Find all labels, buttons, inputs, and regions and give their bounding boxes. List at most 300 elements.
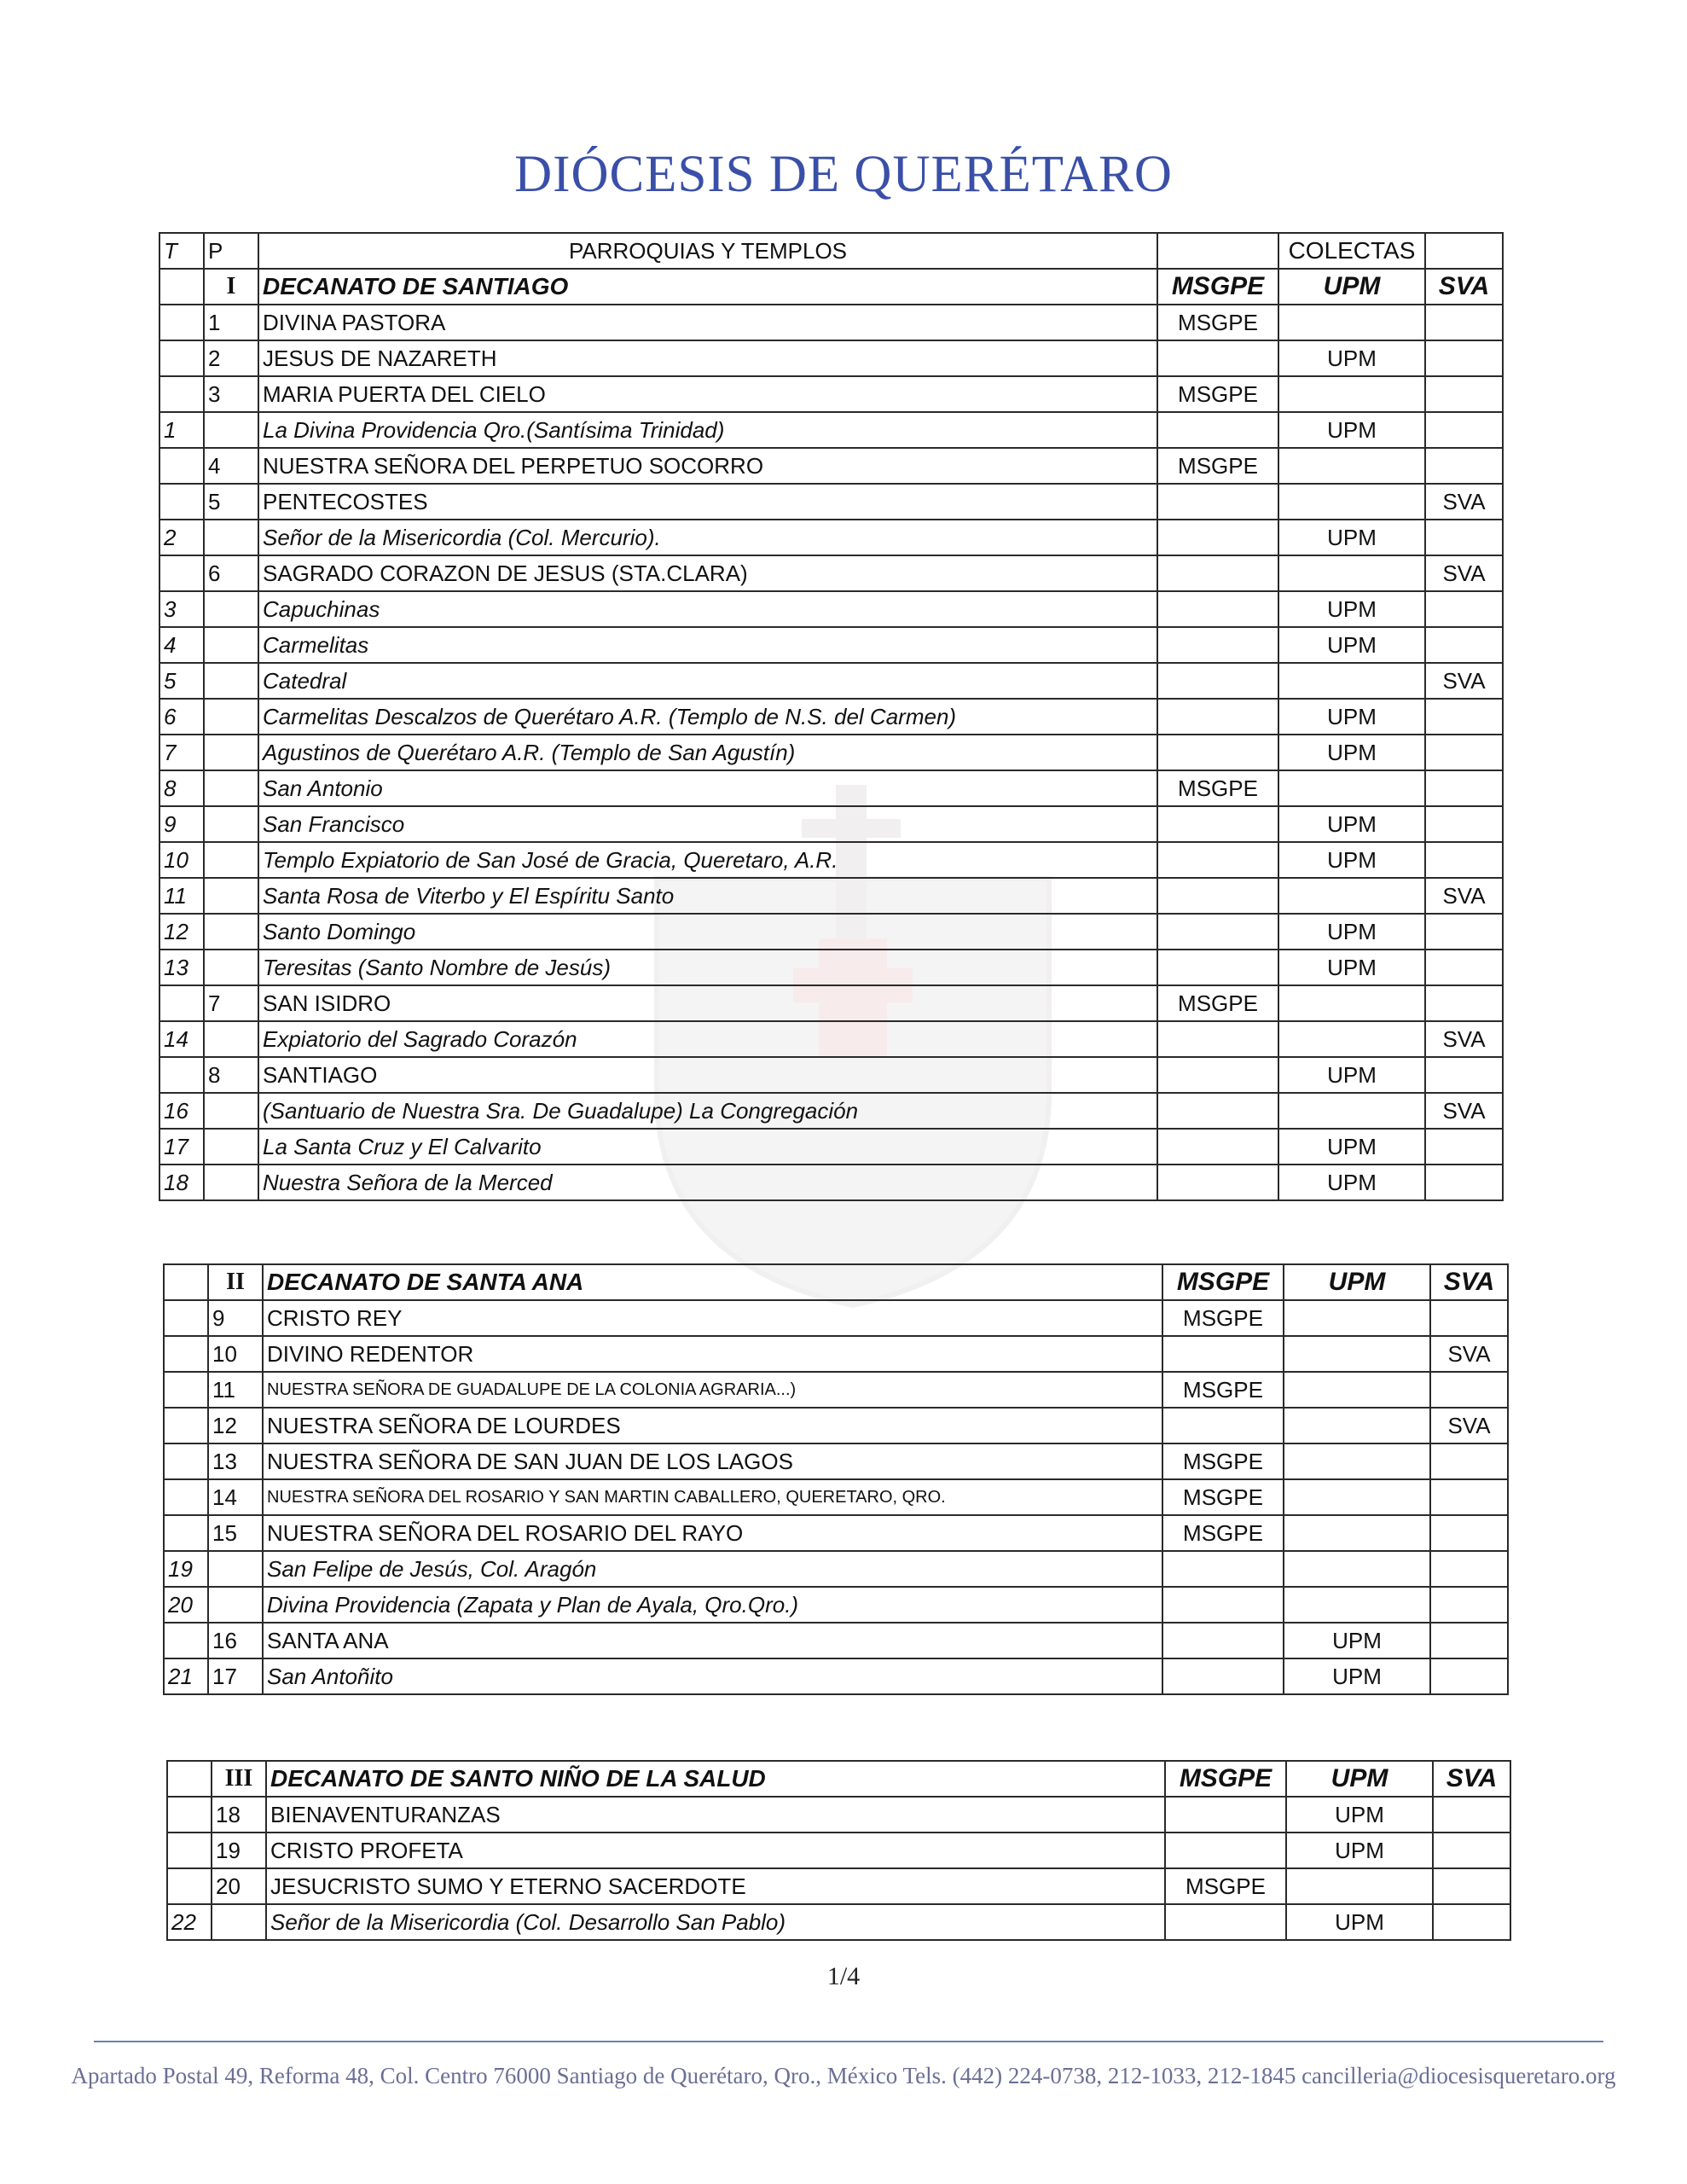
parish-number: 17 <box>208 1658 263 1694</box>
church-name: San Antonio <box>258 770 1157 806</box>
sva-cell <box>1433 1868 1510 1904</box>
sva-cell: SVA <box>1425 555 1503 591</box>
msgpe-cell <box>1165 1797 1286 1833</box>
temple-number: 1 <box>159 412 204 448</box>
table-row <box>164 1336 1508 1372</box>
msgpe-cell <box>1157 520 1278 555</box>
sva-cell <box>1425 985 1503 1021</box>
table-row <box>159 699 1503 735</box>
footer-address: Apartado Postal 49, Reforma 48, Col. Centro 76000 Santiago de Querétaro, Qro., México Tels. (442) 224-0738, 212-1033, 212-1845 cancilleria@diocesisqueretaro.org <box>71 2063 1616 2088</box>
msgpe-cell <box>1162 1623 1284 1658</box>
parish-number <box>204 950 258 985</box>
header-colectas: COLECTAS <box>1278 233 1425 269</box>
upm-cell: UPM <box>1278 627 1425 663</box>
sva-cell <box>1425 1129 1503 1165</box>
temple-number: 12 <box>159 914 204 950</box>
table-row <box>159 591 1503 627</box>
deanery-table-santiago <box>159 232 1504 1201</box>
church-name: Divina Providencia (Zapata y Plan de Ayala, Qro.Qro.) <box>263 1587 1162 1623</box>
church-name: Agustinos de Querétaro A.R. (Templo de San Agustín) <box>258 735 1157 770</box>
upm-cell <box>1286 1868 1433 1904</box>
msgpe-cell <box>1157 878 1278 914</box>
parish-number <box>204 914 258 950</box>
temple-number <box>167 1833 212 1868</box>
upm-cell: UPM <box>1278 591 1425 627</box>
table-row <box>159 520 1503 555</box>
sva-cell <box>1425 305 1503 340</box>
temple-number <box>167 1797 212 1833</box>
upm-cell: UPM <box>1284 1623 1430 1658</box>
temple-number <box>164 1515 208 1551</box>
church-name: San Antoñito <box>263 1658 1162 1694</box>
upm-cell <box>1278 663 1425 699</box>
church-name: BIENAVENTURANZAS <box>266 1797 1165 1833</box>
upm-cell <box>1284 1515 1430 1551</box>
temple-number <box>159 448 204 484</box>
parish-number: 11 <box>208 1372 263 1408</box>
parish-number: 9 <box>208 1300 263 1336</box>
parish-number: 2 <box>204 340 258 376</box>
msgpe-cell: MSGPE <box>1157 448 1278 484</box>
collect-col-msgpe: MSGPE <box>1162 1264 1284 1300</box>
parish-number: 15 <box>208 1515 263 1551</box>
sva-cell <box>1430 1479 1508 1515</box>
parish-number <box>204 806 258 842</box>
temple-number: 13 <box>159 950 204 985</box>
table-row <box>164 1623 1508 1658</box>
msgpe-cell <box>1162 1408 1284 1443</box>
msgpe-cell <box>1157 1021 1278 1057</box>
header-parroquias: PARROQUIAS Y TEMPLOS <box>258 233 1157 269</box>
upm-cell: UPM <box>1278 1165 1425 1200</box>
upm-cell <box>1284 1372 1430 1408</box>
deanery-t-blank <box>164 1264 208 1300</box>
table-row <box>159 735 1503 770</box>
church-name: NUESTRA SEÑORA DE LOURDES <box>263 1408 1162 1443</box>
temple-number: 17 <box>159 1129 204 1165</box>
sva-cell <box>1425 340 1503 376</box>
sva-cell: SVA <box>1425 1093 1503 1129</box>
deanery-numeral: II <box>208 1264 263 1300</box>
parish-number <box>204 591 258 627</box>
sva-cell <box>1425 770 1503 806</box>
msgpe-cell: MSGPE <box>1162 1300 1284 1336</box>
church-name: Capuchinas <box>258 591 1157 627</box>
sva-cell <box>1425 950 1503 985</box>
church-name: DIVINO REDENTOR <box>263 1336 1162 1372</box>
parish-number <box>204 412 258 448</box>
upm-cell: UPM <box>1284 1658 1430 1694</box>
upm-cell: UPM <box>1278 1129 1425 1165</box>
temple-number <box>159 340 204 376</box>
church-name: NUESTRA SEÑORA DE SAN JUAN DE LOS LAGOS <box>263 1443 1162 1479</box>
footer-divider <box>94 2041 1603 2042</box>
msgpe-cell: MSGPE <box>1157 770 1278 806</box>
temple-number <box>164 1408 208 1443</box>
table-row <box>159 484 1503 520</box>
upm-cell: UPM <box>1278 806 1425 842</box>
parish-number <box>204 699 258 735</box>
parish-number: 16 <box>208 1623 263 1658</box>
church-name: Señor de la Misericordia (Col. Desarrollo San Pablo) <box>266 1904 1165 1940</box>
sva-cell <box>1425 520 1503 555</box>
deanery-numeral: I <box>204 269 258 305</box>
church-name: CRISTO PROFETA <box>266 1833 1165 1868</box>
table-row <box>159 627 1503 663</box>
deanery-header-row <box>164 1264 1508 1300</box>
msgpe-cell: MSGPE <box>1157 376 1278 412</box>
table-row <box>167 1904 1510 1940</box>
parish-number: 5 <box>204 484 258 520</box>
collect-col-msgpe: MSGPE <box>1157 269 1278 305</box>
church-name: NUESTRA SEÑORA DE GUADALUPE DE LA COLONIA AGRARIA...) <box>263 1372 1162 1408</box>
temple-number: 10 <box>159 842 204 878</box>
parish-number: 8 <box>204 1057 258 1093</box>
sva-cell: SVA <box>1430 1408 1508 1443</box>
deanery-name: DECANATO DE SANTO NIÑO DE LA SALUD <box>266 1761 1165 1797</box>
sva-cell <box>1430 1300 1508 1336</box>
parish-number <box>204 627 258 663</box>
upm-cell <box>1278 1093 1425 1129</box>
table-row <box>159 1021 1503 1057</box>
sva-cell <box>1425 842 1503 878</box>
msgpe-cell <box>1157 842 1278 878</box>
temple-number <box>164 1443 208 1479</box>
msgpe-cell <box>1157 1129 1278 1165</box>
parish-number <box>208 1551 263 1587</box>
church-name: Teresitas (Santo Nombre de Jesús) <box>258 950 1157 985</box>
msgpe-cell <box>1157 484 1278 520</box>
msgpe-cell <box>1165 1833 1286 1868</box>
table-row <box>159 878 1503 914</box>
parish-number: 20 <box>212 1868 266 1904</box>
msgpe-cell: MSGPE <box>1157 305 1278 340</box>
collect-col-msgpe: MSGPE <box>1165 1761 1286 1797</box>
church-name: Santa Rosa de Viterbo y El Espíritu Santo <box>258 878 1157 914</box>
sva-cell: SVA <box>1430 1336 1508 1372</box>
parish-number: 18 <box>212 1797 266 1833</box>
temple-number <box>159 1057 204 1093</box>
table-row <box>159 1129 1503 1165</box>
table-row <box>164 1443 1508 1479</box>
collect-col-sva: SVA <box>1425 269 1503 305</box>
upm-cell: UPM <box>1278 914 1425 950</box>
table-row <box>164 1515 1508 1551</box>
temple-number <box>164 1300 208 1336</box>
sva-cell <box>1430 1623 1508 1658</box>
msgpe-cell <box>1157 340 1278 376</box>
upm-cell <box>1284 1479 1430 1515</box>
parish-number <box>204 1093 258 1129</box>
msgpe-cell: MSGPE <box>1162 1479 1284 1515</box>
church-name: CRISTO REY <box>263 1300 1162 1336</box>
table-row <box>159 1093 1503 1129</box>
table-row <box>159 376 1503 412</box>
parish-number <box>204 1129 258 1165</box>
sva-cell <box>1430 1551 1508 1587</box>
upm-cell <box>1284 1551 1430 1587</box>
parish-number: 12 <box>208 1408 263 1443</box>
church-name: SANTIAGO <box>258 1057 1157 1093</box>
sva-cell: SVA <box>1425 878 1503 914</box>
church-name: (Santuario de Nuestra Sra. De Guadalupe) La Congregación <box>258 1093 1157 1129</box>
msgpe-cell <box>1157 663 1278 699</box>
table-row <box>164 1479 1508 1515</box>
msgpe-cell <box>1157 914 1278 950</box>
upm-cell: UPM <box>1286 1797 1433 1833</box>
church-name: Señor de la Misericordia (Col. Mercurio). <box>258 520 1157 555</box>
upm-cell <box>1284 1587 1430 1623</box>
sva-cell <box>1433 1904 1510 1940</box>
sva-cell <box>1425 591 1503 627</box>
header-blank <box>1157 233 1278 269</box>
upm-cell <box>1284 1408 1430 1443</box>
msgpe-cell <box>1157 627 1278 663</box>
sva-cell: SVA <box>1425 484 1503 520</box>
parish-number <box>204 842 258 878</box>
table-row <box>159 770 1503 806</box>
sva-cell <box>1425 376 1503 412</box>
collect-col-sva: SVA <box>1430 1264 1508 1300</box>
table-row <box>159 1057 1503 1093</box>
sva-cell <box>1433 1833 1510 1868</box>
church-name: DIVINA PASTORA <box>258 305 1157 340</box>
church-name: La Santa Cruz y El Calvarito <box>258 1129 1157 1165</box>
sva-cell: SVA <box>1425 1021 1503 1057</box>
church-name: Carmelitas <box>258 627 1157 663</box>
msgpe-cell: MSGPE <box>1162 1443 1284 1479</box>
upm-cell <box>1278 1021 1425 1057</box>
msgpe-cell <box>1157 1093 1278 1129</box>
table-row <box>159 985 1503 1021</box>
table-header-row <box>159 233 1503 269</box>
table-row <box>167 1797 1510 1833</box>
msgpe-cell <box>1157 806 1278 842</box>
table-row <box>164 1300 1508 1336</box>
temple-number <box>167 1868 212 1904</box>
upm-cell <box>1278 985 1425 1021</box>
church-name: Carmelitas Descalzos de Querétaro A.R. (Templo de N.S. del Carmen) <box>258 699 1157 735</box>
temple-number: 19 <box>164 1551 208 1587</box>
sva-cell <box>1425 1165 1503 1200</box>
sva-cell <box>1425 1057 1503 1093</box>
parish-number <box>204 1021 258 1057</box>
temple-number <box>159 985 204 1021</box>
page-number: 1/4 <box>826 1962 861 1990</box>
sva-cell: SVA <box>1425 663 1503 699</box>
church-name: San Felipe de Jesús, Col. Aragón <box>263 1551 1162 1587</box>
sva-cell <box>1425 806 1503 842</box>
temple-number: 2 <box>159 520 204 555</box>
church-name: SAGRADO CORAZON DE JESUS (STA.CLARA) <box>258 555 1157 591</box>
temple-number <box>164 1372 208 1408</box>
church-name: La Divina Providencia Qro.(Santísima Trinidad) <box>258 412 1157 448</box>
deanery-t-blank <box>159 269 204 305</box>
church-name: NUESTRA SEÑORA DEL ROSARIO DEL RAYO <box>263 1515 1162 1551</box>
parish-number: 14 <box>208 1479 263 1515</box>
table-row <box>167 1868 1510 1904</box>
header-blank <box>1425 233 1503 269</box>
table-row <box>159 448 1503 484</box>
deanery-name: DECANATO DE SANTIAGO <box>258 269 1157 305</box>
table-row <box>164 1372 1508 1408</box>
upm-cell: UPM <box>1278 520 1425 555</box>
parish-number: 1 <box>204 305 258 340</box>
upm-cell <box>1278 555 1425 591</box>
upm-cell: UPM <box>1286 1904 1433 1940</box>
temple-number: 7 <box>159 735 204 770</box>
msgpe-cell: MSGPE <box>1165 1868 1286 1904</box>
temple-number: 8 <box>159 770 204 806</box>
upm-cell <box>1278 878 1425 914</box>
sva-cell <box>1430 1443 1508 1479</box>
table-row <box>159 663 1503 699</box>
sva-cell <box>1425 627 1503 663</box>
deanery-table-santo-nino <box>166 1760 1511 1941</box>
msgpe-cell <box>1157 735 1278 770</box>
temple-number: 5 <box>159 663 204 699</box>
temple-number: 21 <box>164 1658 208 1694</box>
upm-cell: UPM <box>1278 950 1425 985</box>
church-name: SAN ISIDRO <box>258 985 1157 1021</box>
parish-number: 4 <box>204 448 258 484</box>
church-name: JESUS DE NAZARETH <box>258 340 1157 376</box>
upm-cell: UPM <box>1278 340 1425 376</box>
collect-col-sva: SVA <box>1433 1761 1510 1797</box>
sva-cell <box>1430 1515 1508 1551</box>
table-row <box>159 914 1503 950</box>
temple-number: 16 <box>159 1093 204 1129</box>
sva-cell <box>1433 1797 1510 1833</box>
header-t: T <box>159 233 204 269</box>
parish-number <box>212 1904 266 1940</box>
collect-col-upm: UPM <box>1286 1761 1433 1797</box>
parish-number: 3 <box>204 376 258 412</box>
temple-number <box>164 1336 208 1372</box>
temple-number: 18 <box>159 1165 204 1200</box>
msgpe-cell <box>1157 591 1278 627</box>
temple-number <box>159 555 204 591</box>
sva-cell <box>1425 699 1503 735</box>
sva-cell <box>1430 1587 1508 1623</box>
church-name: Nuestra Señora de la Merced <box>258 1165 1157 1200</box>
upm-cell <box>1278 448 1425 484</box>
temple-number: 20 <box>164 1587 208 1623</box>
upm-cell <box>1284 1300 1430 1336</box>
upm-cell: UPM <box>1278 735 1425 770</box>
temple-number: 4 <box>159 627 204 663</box>
table-row <box>159 340 1503 376</box>
church-name: NUESTRA SEÑORA DEL PERPETUO SOCORRO <box>258 448 1157 484</box>
church-name: San Francisco <box>258 806 1157 842</box>
upm-cell <box>1278 484 1425 520</box>
msgpe-cell <box>1157 1057 1278 1093</box>
temple-number: 6 <box>159 699 204 735</box>
parish-number: 13 <box>208 1443 263 1479</box>
msgpe-cell <box>1162 1587 1284 1623</box>
parish-number <box>204 770 258 806</box>
msgpe-cell <box>1157 699 1278 735</box>
upm-cell: UPM <box>1278 412 1425 448</box>
parish-number <box>208 1587 263 1623</box>
collect-col-upm: UPM <box>1284 1264 1430 1300</box>
parish-number: 7 <box>204 985 258 1021</box>
temple-number: 22 <box>167 1904 212 1940</box>
upm-cell: UPM <box>1286 1833 1433 1868</box>
msgpe-cell <box>1157 412 1278 448</box>
table-row <box>159 950 1503 985</box>
msgpe-cell <box>1157 950 1278 985</box>
upm-cell <box>1284 1443 1430 1479</box>
temple-number: 14 <box>159 1021 204 1057</box>
parish-number <box>204 663 258 699</box>
deanery-header-row <box>159 269 1503 305</box>
upm-cell <box>1278 770 1425 806</box>
upm-cell: UPM <box>1278 842 1425 878</box>
parish-number: 19 <box>212 1833 266 1868</box>
deanery-header-row <box>167 1761 1510 1797</box>
church-name: PENTECOSTES <box>258 484 1157 520</box>
deanery-t-blank <box>167 1761 212 1797</box>
table-row <box>164 1408 1508 1443</box>
upm-cell <box>1284 1336 1430 1372</box>
deanery-numeral: III <box>212 1761 266 1797</box>
parish-number: 10 <box>208 1336 263 1372</box>
sva-cell <box>1425 448 1503 484</box>
temple-number <box>164 1623 208 1658</box>
msgpe-cell: MSGPE <box>1162 1515 1284 1551</box>
upm-cell: UPM <box>1278 1057 1425 1093</box>
document-title: DIÓCESIS DE QUERÉTARO <box>514 146 1173 203</box>
upm-cell <box>1278 305 1425 340</box>
msgpe-cell <box>1162 1551 1284 1587</box>
msgpe-cell <box>1162 1336 1284 1372</box>
church-name: Catedral <box>258 663 1157 699</box>
collect-col-upm: UPM <box>1278 269 1425 305</box>
church-name: Santo Domingo <box>258 914 1157 950</box>
temple-number <box>159 484 204 520</box>
table-row <box>164 1658 1508 1694</box>
parish-number: 6 <box>204 555 258 591</box>
church-name: JESUCRISTO SUMO Y ETERNO SACERDOTE <box>266 1868 1165 1904</box>
upm-cell: UPM <box>1278 699 1425 735</box>
table-row <box>159 412 1503 448</box>
temple-number <box>159 376 204 412</box>
parish-number <box>204 735 258 770</box>
table-row <box>164 1587 1508 1623</box>
table-row <box>167 1833 1510 1868</box>
msgpe-cell: MSGPE <box>1162 1372 1284 1408</box>
header-p: P <box>204 233 258 269</box>
sva-cell <box>1425 735 1503 770</box>
deanery-table-santa-ana <box>163 1263 1509 1695</box>
deanery-name: DECANATO DE SANTA ANA <box>263 1264 1162 1300</box>
temple-number: 9 <box>159 806 204 842</box>
temple-number: 11 <box>159 878 204 914</box>
church-name: MARIA PUERTA DEL CIELO <box>258 376 1157 412</box>
msgpe-cell <box>1157 1165 1278 1200</box>
table-row <box>159 305 1503 340</box>
temple-number <box>164 1479 208 1515</box>
sva-cell <box>1430 1372 1508 1408</box>
church-name: Expiatorio del Sagrado Corazón <box>258 1021 1157 1057</box>
parish-number <box>204 878 258 914</box>
table-row <box>164 1551 1508 1587</box>
upm-cell <box>1278 376 1425 412</box>
msgpe-cell <box>1165 1904 1286 1940</box>
msgpe-cell <box>1162 1658 1284 1694</box>
msgpe-cell <box>1157 555 1278 591</box>
